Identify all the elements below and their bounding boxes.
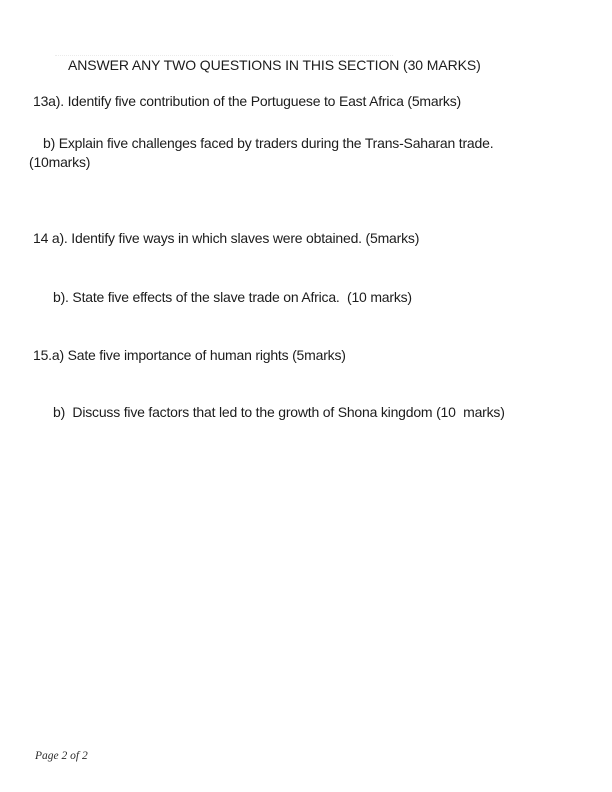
section-header: ANSWER ANY TWO QUESTIONS IN THIS SECTION (30 MARKS) [68, 57, 481, 73]
question-13a: 13a). Identify five contribution of the Portuguese to East Africa (5marks) [33, 93, 461, 109]
question-13b-line2: (10marks) [29, 154, 91, 170]
question-13b-line1: b) Explain five challenges faced by traders during the Trans-Saharan trade. [43, 135, 494, 151]
question-14b: b). State five effects of the slave trade on Africa. (10 marks) [53, 289, 412, 305]
page-number-footer: Page 2 of 2 [35, 750, 88, 762]
question-15a: 15.a) Sate five importance of human rights (5marks) [33, 347, 346, 363]
question-15b: b) Discuss five factors that led to the growth of Shona kingdom (10 marks) [53, 404, 505, 420]
question-14a: 14 a). Identify five ways in which slaves were obtained. (5marks) [33, 230, 420, 246]
